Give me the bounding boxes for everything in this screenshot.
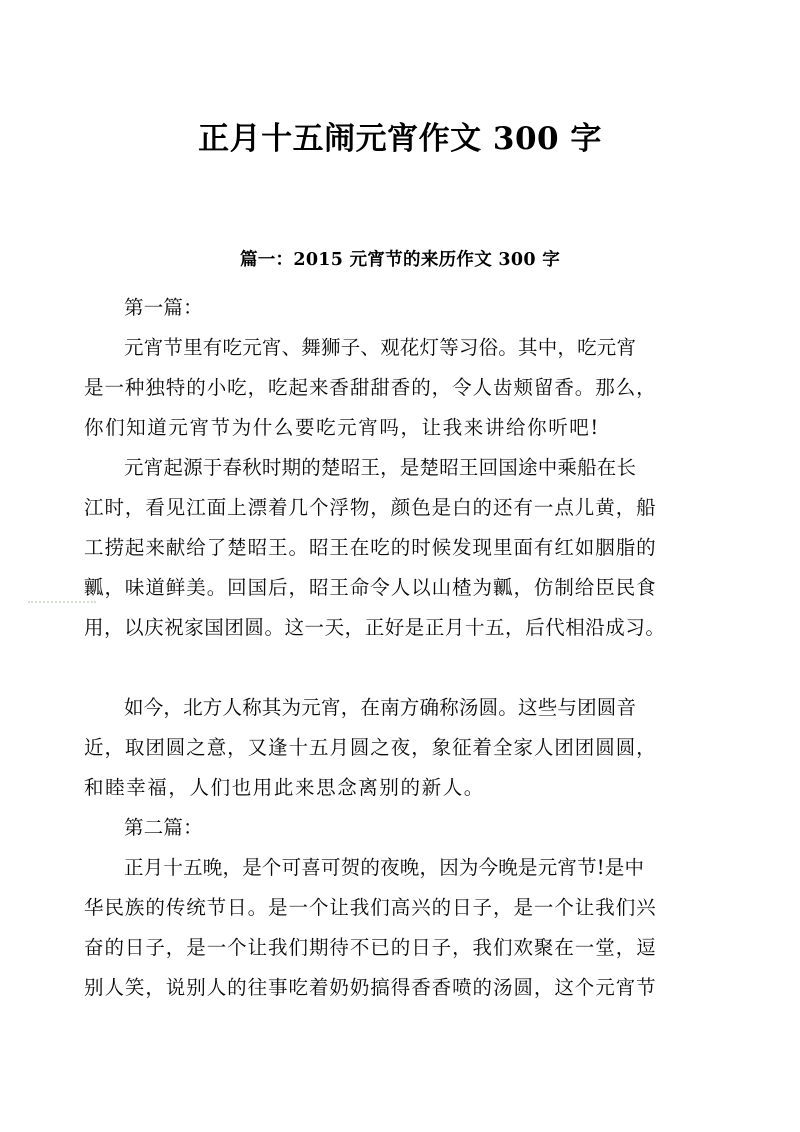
text-line: 华民族的传统节日。是一个让我们高兴的日子，是一个让我们兴 [84,896,657,919]
margin-dotted-line-artifact [28,601,96,605]
text-line: 奋的日子，是一个让我们期待不已的日子，我们欢聚在一堂，逗 [84,936,657,959]
text-line: 江时，看见江面上漂着几个浮物，颜色是白的还有一点儿黄，船 [84,496,657,519]
text-line: 第二篇： [124,816,203,839]
text-line: 近，取团圆之意，又逢十五月圆之夜，象征着全家人团团圆圆， [84,736,657,759]
text-line: 你们知道元宵节为什么要吃元宵吗，让我来讲给你听吧! [84,416,600,439]
text-line: 和睦幸福，人们也用此来思念离别的新人。 [84,776,485,799]
text-line: 别人笑，说别人的往事吃着奶奶搞得香香喷的汤圆，这个元宵节 [84,976,657,999]
body-text [84,288,716,1008]
text-line: 正月十五晚，是个可喜可贺的夜晚，因为今晚是元宵节!是中 [124,856,645,879]
text-line: 元宵节里有吃元宵、舞狮子、观花灯等习俗。其中，吃元宵 [124,336,637,359]
text-line: 元宵起源于春秋时期的楚昭王，是楚昭王回国途中乘船在长 [124,456,637,479]
blank-line [84,648,716,688]
section-subtitle: 篇一：2015 元宵节的来历作文 300 字 [239,250,561,270]
text-line: 是一种独特的小吃，吃起来香甜甜香的，令人齿颊留香。那么， [84,376,657,399]
page-title: 正月十五闹元宵作文 300 字 [198,120,602,157]
text-line: 用，以庆祝家国团圆。这一天，正好是正月十五，后代相沿成习。 [84,616,666,639]
text-line: 第一篇： [124,296,203,319]
text-line: 瓤，味道鲜美。回国后，昭王命令人以山楂为瓤，仿制给臣民食 [84,576,657,599]
text-line: 如今，北方人称其为元宵，在南方确称汤圆。这些与团圆音 [124,696,637,719]
text-line: 工捞起来献给了楚昭王。昭王在吃的时候发现里面有红如胭脂的 [84,536,657,559]
